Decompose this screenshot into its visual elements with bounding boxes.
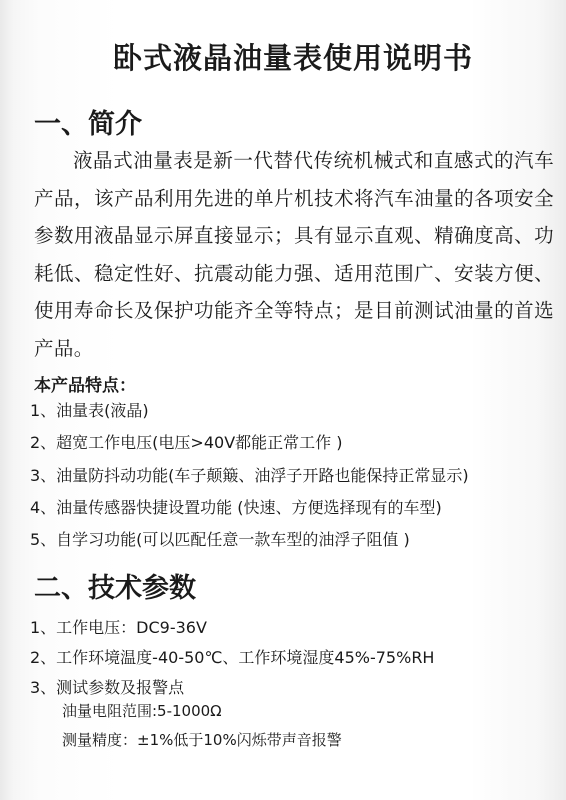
intro-paragraph: 液晶式油量表是新一代替代传统机械式和直感式的汽车产品，该产品利用先进的单片机技术将汽车油量的各项安全参数用液晶显示屏直接显示；具有显示直观、精确度高、功耗低、稳定性好、抗震动能力强、适用范围广、安装方便、使用寿命长及保护功能齐全等特点；是目前测试油量的首选产品。: [34, 149, 554, 360]
features-list: [30, 395, 469, 556]
list-item: 5、自学习功能(可以匹配任意一款车型的油浮子阻值 ): [30, 530, 410, 550]
features-title: 本产品特点：: [34, 376, 136, 396]
section-heading-specs: 二、技术参数: [34, 573, 196, 604]
section-heading-intro: 一、简介: [34, 109, 142, 140]
document-title: 卧式液晶油量表使用说明书: [112, 41, 473, 75]
list-item: 1、工作电压：DC9-36V: [30, 618, 207, 637]
list-item: 3、测试参数及报警点: [30, 678, 185, 697]
list-item: 2、超宽工作电压(电压>40V都能正常工作 ): [30, 433, 343, 453]
list-item: 2、工作环境温度-40-50℃、工作环境湿度45%-75%RH: [30, 648, 435, 667]
measurement-accuracy: 测量精度：±1%低于10%闪烁带声音报警: [62, 731, 342, 749]
list-item: 4、油量传感器快捷设置功能 (快速、方便选择现有的车型): [30, 497, 442, 517]
list-item: 1、油量表(液晶): [30, 401, 149, 420]
resistance-range: 油量电阻范围:5-1000Ω: [62, 702, 222, 720]
specs-list: [30, 613, 434, 703]
list-item: 3、油量防抖动功能(车子颠簸、油浮子开路也能保持正常显示): [30, 465, 469, 485]
